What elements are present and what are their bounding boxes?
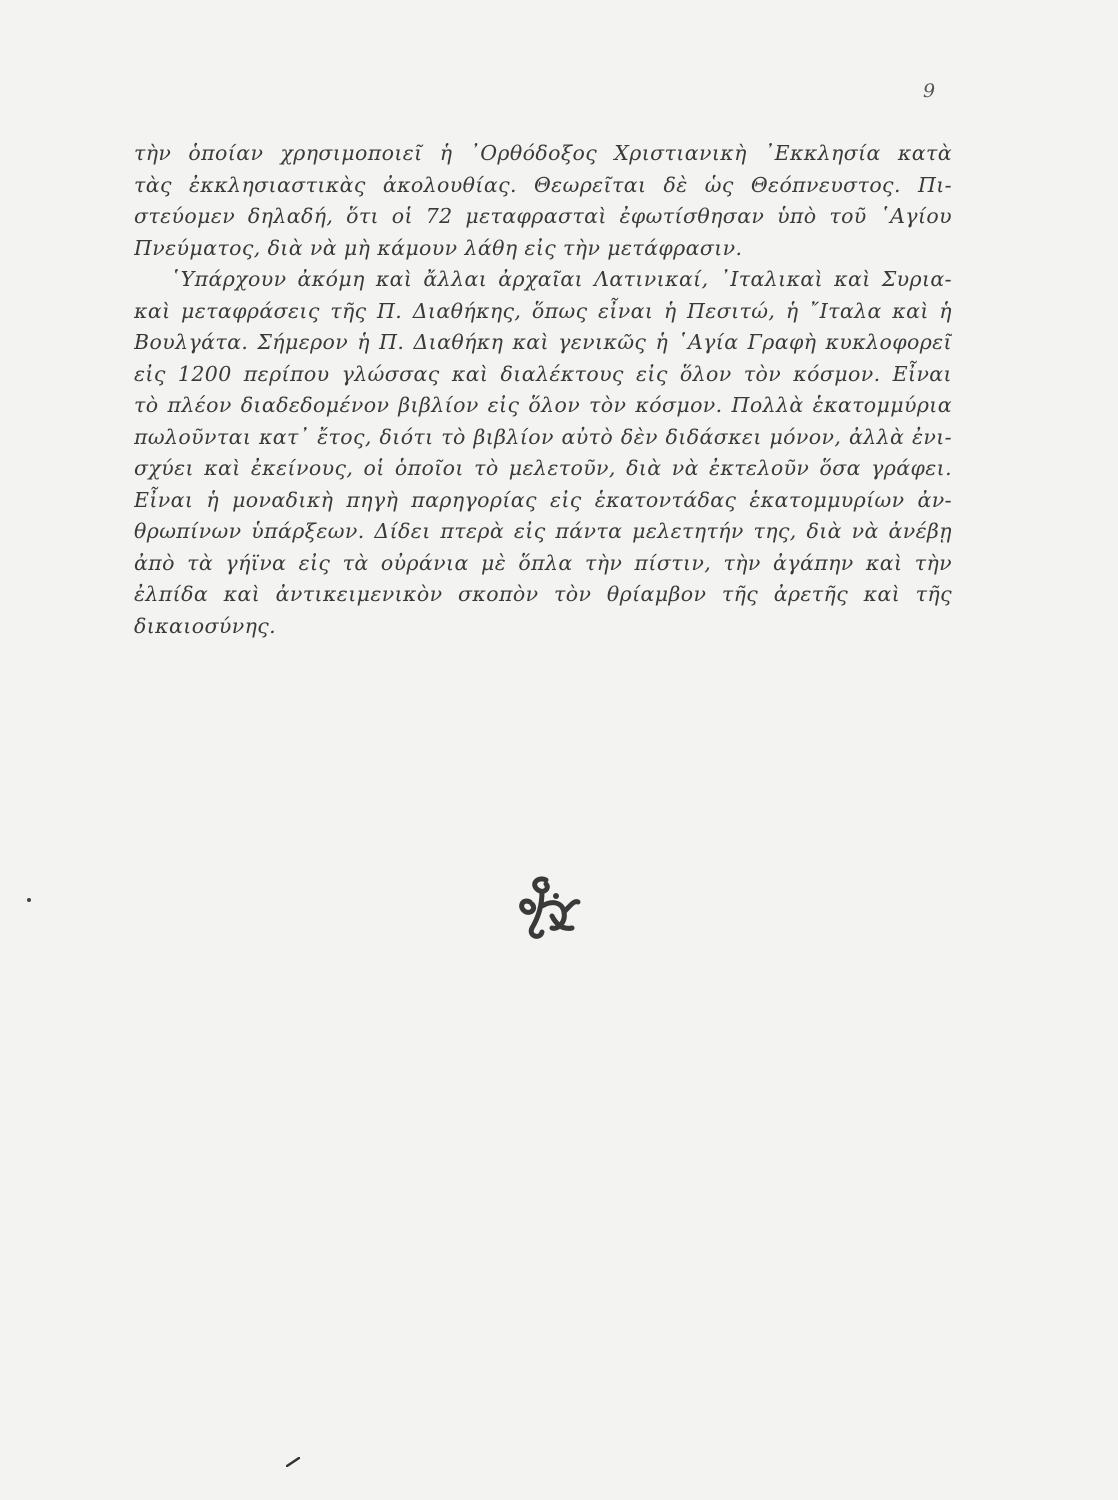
text-line: καὶ μεταφράσεις τῆς Π. Διαθήκης, ὅπως εἶναι ἡ Πεσιτώ, ἡ ῎Ιταλα καὶ ἡ xyxy=(134,298,952,323)
text-line: ἀπὸ τὰ γήϊνα εἰς τὰ οὐράνια μὲ ὅπλα τὴν πίστιν, τὴν ἀγάπην καὶ τὴν xyxy=(134,550,952,575)
text-line: τὴν ὁποίαν χρησιμοποιεῖ ἡ ᾿Ορθόδοξος Χριστιανικὴ ᾿Εκκλησία κατὰ xyxy=(134,141,952,165)
ink-dot-icon xyxy=(27,898,31,902)
text-line: πωλοῦνται κατ᾿ ἔτος, διότι τὸ βιβλίον αὐτὸ δὲν διδάσκει μόνον, ἀλλὰ ἐνι- xyxy=(134,424,952,449)
body-text xyxy=(134,138,952,642)
text-line: ῾Υπάρχουν ἀκόμη καὶ ἄλλαι ἀρχαῖαι Λατινικαί, ᾿Ιταλικαὶ καὶ Συρια- xyxy=(170,267,952,291)
text-line: τὸ πλέον διαδεδομένον βιβλίον εἰς ὅλον τὸν κόσμον. Πολλὰ ἑκατομμύρια xyxy=(134,393,952,417)
ink-speck-icon xyxy=(286,1457,300,1467)
text-line: Εἶναι ἡ μοναδικὴ πηγὴ παρηγορίας εἰς ἑκατοντάδας ἑκατομμυρίων ἀν- xyxy=(134,487,952,512)
text-line: στεύομεν δηλαδή, ὅτι οἱ 72 μεταφρασταὶ ἐφωτίσθησαν ὑπὸ τοῦ ῾Αγίου xyxy=(134,204,952,228)
text-line: Βουλγάτα. Σήμερον ἡ Π. Διαθήκη καὶ γενικῶς ἡ ῾Αγία Γραφὴ κυκλοφορεῖ xyxy=(134,330,952,354)
floral-ornament-icon xyxy=(512,872,584,944)
text-line: δικαιοσύνης. xyxy=(134,613,277,638)
text-line: ἐλπίδα καὶ ἀντικειμενικὸν σκοπὸν τὸν θρίαμβον τῆς ἀρετῆς καὶ τῆς xyxy=(134,582,952,606)
text-line: τὰς ἐκκλησιαστικὰς ἀκολουθίας. Θεωρεῖται δὲ ὡς Θεόπνευστος. Πι- xyxy=(134,172,952,197)
text-line: θρωπίνων ὑπάρξεων. Δίδει πτερὰ εἰς πάντα μελετητήν της, διὰ νὰ ἀνέβῃ xyxy=(134,519,952,543)
text-line: σχύει καὶ ἐκείνους, οἱ ὁποῖοι τὸ μελετοῦν, διὰ νὰ ἐκτελοῦν ὅσα γράφει. xyxy=(134,456,952,480)
page-number: 9 xyxy=(923,80,936,102)
text-line: εἰς 1200 περίπου γλώσσας καὶ διαλέκτους εἰς ὅλον τὸν κόσμον. Εἶναι xyxy=(134,361,952,386)
text-line: Πνεύματος, διὰ νὰ μὴ κάμουν λάθη εἰς τὴν μετάφρασιν. xyxy=(134,235,743,260)
